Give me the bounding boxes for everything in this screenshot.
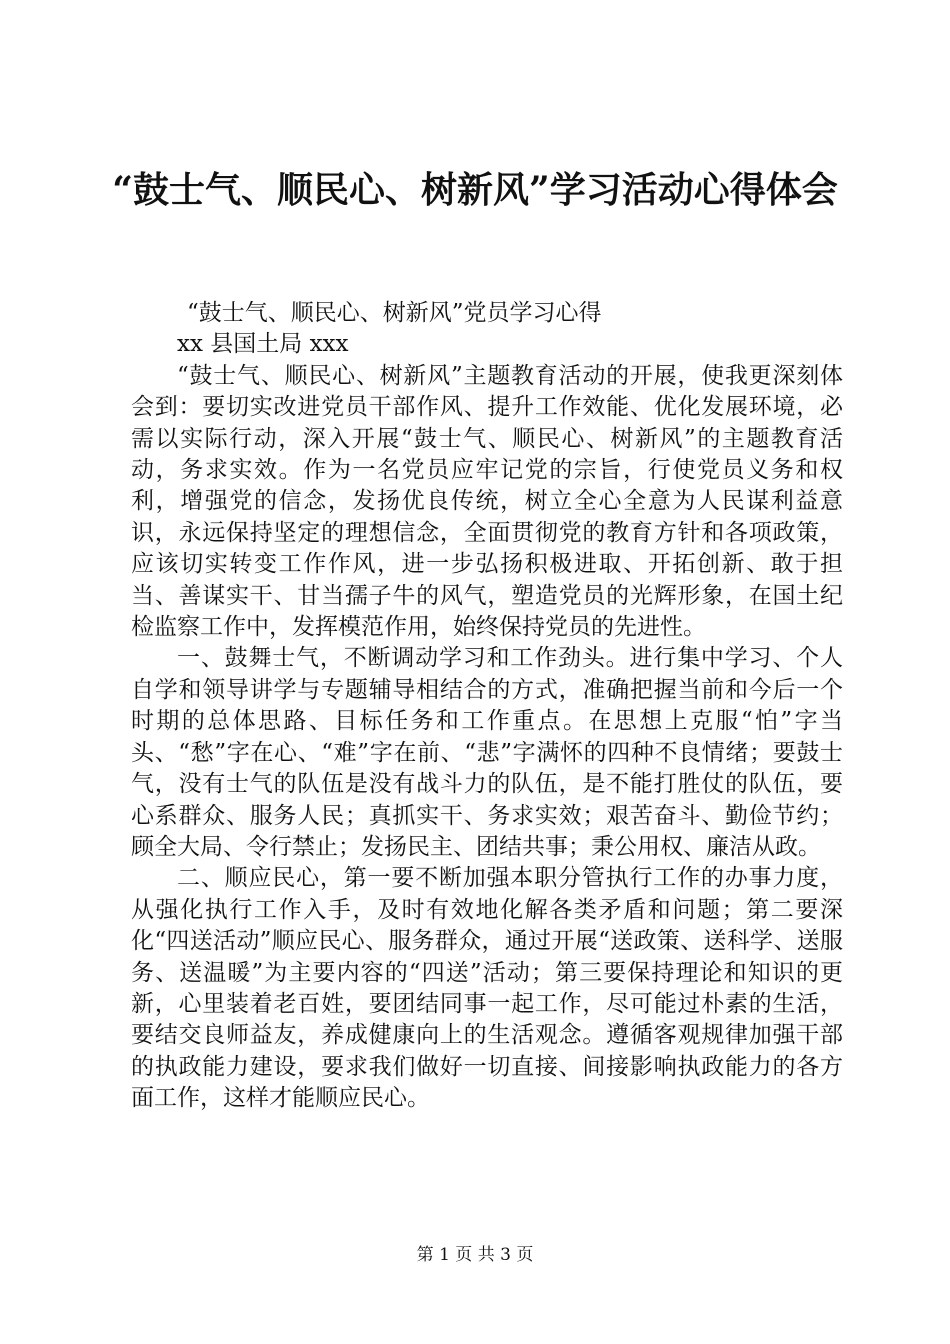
body-paragraph-section-2: 二、顺应民心，第一要不断加强本职分管执行工作的办事力度，从强化执行工作入手，及时有效地化解各类矛盾和问题；第二要深化“四送活动”顺应民心、服务群众，通过开展“送政策、送科学、送服务、送温暖”为主要内容的“四送”活动；第三要保持理论和知识的更新，心里装着老百姓，要团结同事一起工作，尽可能过朴素的生活，要结交良师益友，养成健康向上的生活观念。遵循客观规律加强干部的执政能力建设，要求我们做好一切直接、间接影响执政能力的各方面工作，这样才能顺应民心。 <box>131 865 843 1112</box>
document-body <box>131 298 843 1115</box>
document-subtitle: “鼓士气、顺民心、树新风”党员学习心得 <box>187 300 602 326</box>
document-title: “鼓士气、顺民心、树新风”学习活动心得体会 <box>112 169 838 211</box>
page-number-footer: 第 1 页 共 3 页 <box>416 1245 534 1265</box>
body-paragraph-intro: “鼓士气、顺民心、树新风”主题教育活动的开展，使我更深刻体会到：要切实改进党员干部作风、提升工作效能、优化发展环境，必需以实际行动，深入开展“鼓士气、顺民心、树新风”的主题教育活动，务求实效。作为一名党员应牢记党的宗旨，行使党员义务和权利，增强党的信念，发扬优良传统，树立全心全意为人民谋利益意识，永远保持坚定的理想信念，全面贯彻党的教育方针和各项政策，应该切实转变工作作风，进一步弘扬积极进取、开拓创新、敢于担当、善谋实干、甘当孺子牛的风气，塑造党员的光辉形象，在国土纪检监察工作中，发挥模范作用，始终保持党员的先进性。 <box>131 362 843 641</box>
document-author: xx 县国土局 xxx <box>177 331 349 358</box>
body-paragraph-section-1: 一、鼓舞士气，不断调动学习和工作劲头。进行集中学习、个人自学和领导讲学与专题辅导相结合的方式，准确把握当前和今后一个时期的总体思路、目标任务和工作重点。在思想上克服“怕”字当头、“愁”字在心、“难”字在前、“悲”字满怀的四种不良情绪；要鼓士气，没有士气的队伍是没有战斗力的队伍，是不能打胜仗的队伍，要心系群众、服务人民；真抓实干、务求实效；艰苦奋斗、勤俭节约；顾全大局、令行禁止；发扬民主、团结共事；秉公用权、廉洁从政。 <box>131 645 843 860</box>
